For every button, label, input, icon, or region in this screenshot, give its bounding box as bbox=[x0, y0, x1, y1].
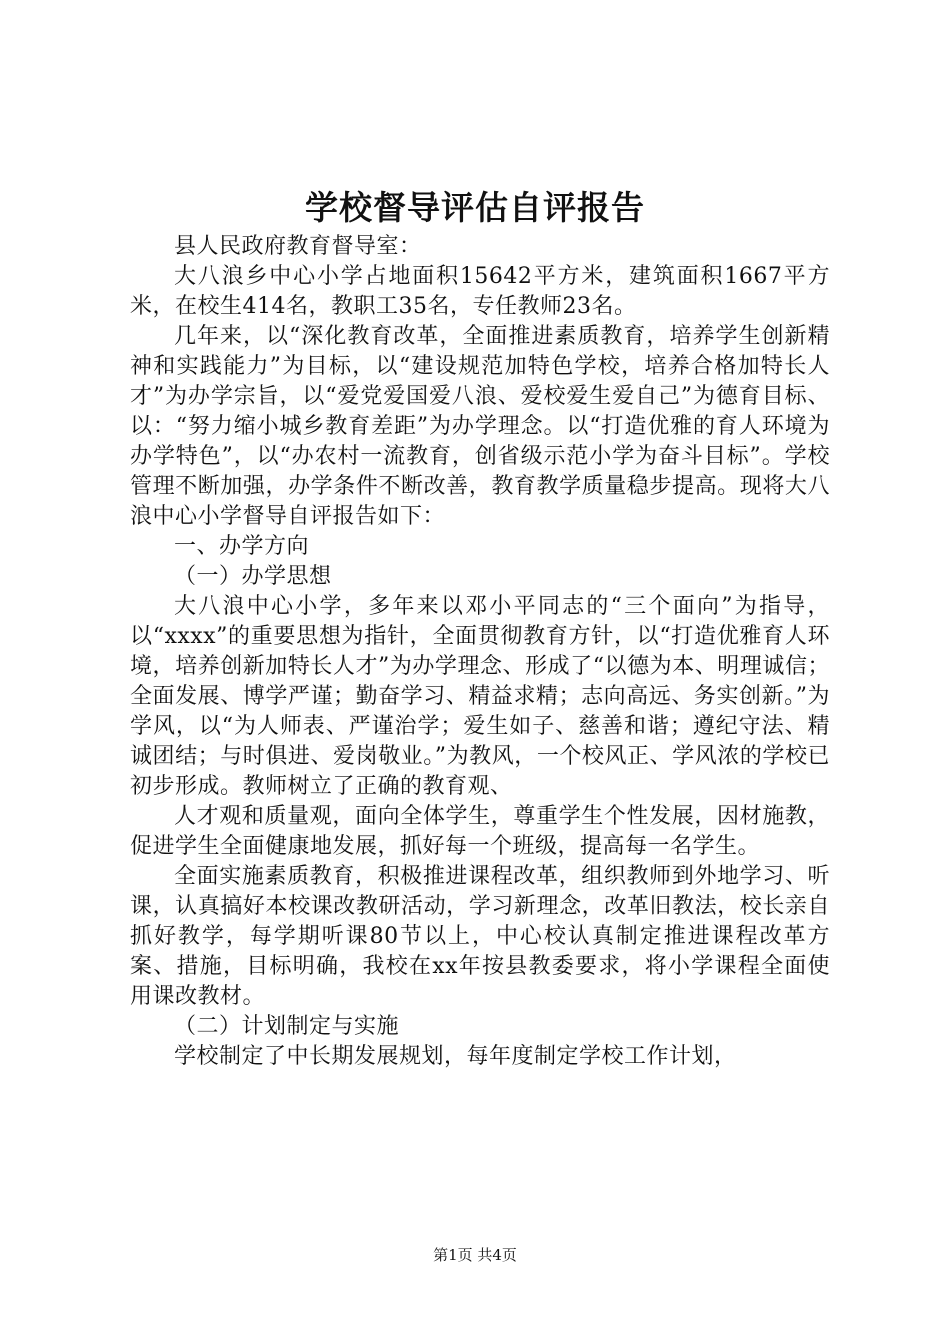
salutation-paragraph: 县人民政府教育督导室： bbox=[174, 234, 422, 259]
subsection-heading-2: （二）计划制定与实施 bbox=[174, 1014, 400, 1039]
document-body bbox=[130, 232, 830, 1072]
subsection-heading-1: （一）办学思想 bbox=[174, 564, 332, 589]
page-footer: 第1页 共4页 bbox=[433, 1246, 517, 1264]
talent-view-paragraph: 人才观和质量观，面向全体学生，尊重学生个性发展，因材施教，促进学生全面健康地发展，抓好每一个班级，提高每一名学生。 bbox=[130, 804, 830, 859]
section-heading-1: 一、办学方向 bbox=[174, 534, 310, 559]
document-title: 学校督导评估自评报告 bbox=[305, 188, 645, 227]
philosophy-paragraph: 大八浪中心小学，多年来以邓小平同志的“三个面向”为指导，以“xxxx”的重要思想为指针，全面贯彻教育方针，以“打造优雅育人环境，培养创新加特长人才”为办学理念、形成了“以德为本、明理诚信；全面发展、博学严谨；勤奋学习、精益求精；志向高远、务实创新。”为学风，以“为人师表、严谨治学；爱生如子、慈善和谐；遵纪守法、精诚团结；与时俱进、爱岗敬业。”为教风，一个校风正、学风浓的学校已初步形成。教师树立了正确的教育观、 bbox=[130, 594, 830, 799]
planning-paragraph: 学校制定了中长期发展规划，每年度制定学校工作计划， bbox=[174, 1044, 737, 1069]
curriculum-reform-paragraph: 全面实施素质教育，积极推进课程改革，组织教师到外地学习、听课，认真搞好本校课改教研活动，学习新理念，改革旧教法，校长亲自抓好教学，每学期听课80节以上，中心校认真制定推进课程改革方案、措施，目标明确，我校在xx年按县教委要求，将小学课程全面使用课改教材。 bbox=[130, 864, 830, 1009]
goals-paragraph: 几年来，以“深化教育改革，全面推进素质教育，培养学生创新精神和实践能力”为目标，以“建设规范加特色学校，培养合格加特长人才”为办学宗旨，以“爱党爱国爱八浪、爱校爱生爱自己”为德育目标、以：“努力缩小城乡教育差距”为办学理念。以“打造优雅的育人环境为办学特色”，以“办农村一流教育，创省级示范小学为奋斗目标”。学校管理不断加强，办学条件不断改善，教育教学质量稳步提高。现将大八浪中心小学督导自评报告如下： bbox=[130, 324, 830, 529]
school-overview-paragraph: 大八浪乡中心小学占地面积15642平方米，建筑面积1667平方米，在校生414名，教职工35名，专任教师23名。 bbox=[130, 264, 830, 319]
